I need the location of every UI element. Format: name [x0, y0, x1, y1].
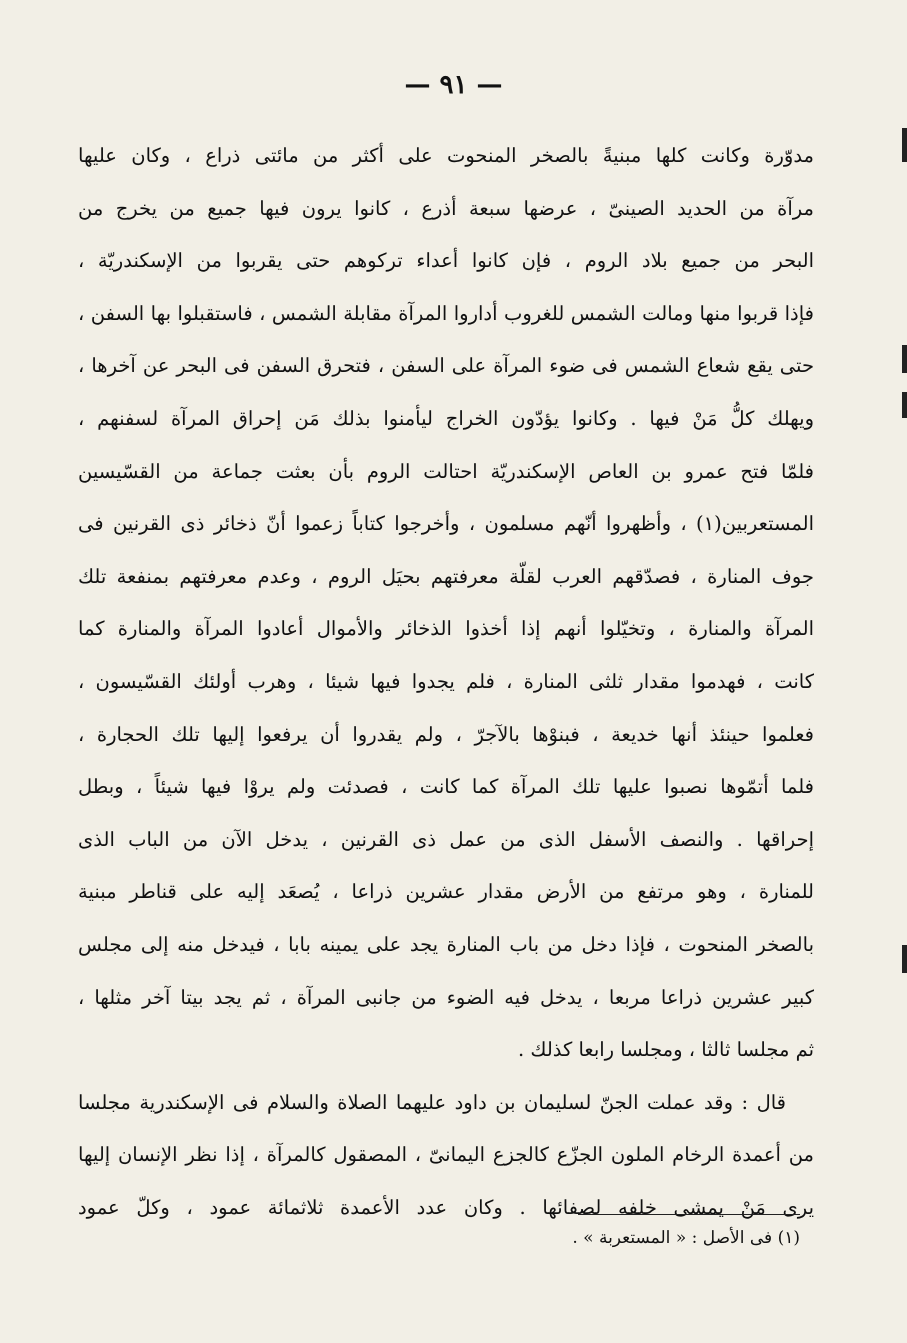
text-line: بالصخر المنحوت ، فإذا دخل من باب المنارة يجد على يمينه بابا ، فيدخل منه إلى مجلس [78, 932, 814, 956]
text-line: فعلموا حينئذ أنها خديعة ، فبنوْها بالآجرّ ، ولم يقدروا أن يرفعوا إليها تلك الحجارة ، [78, 722, 814, 746]
text-line: المستعربين(١) ، وأظهروا أنّهم مسلمون ، وأخرجوا كتاباً زعموا أنّ ذخائر ذى القرنين فى [78, 512, 814, 536]
edge-mark [902, 345, 907, 373]
text-line: ثم مجلسا ثالثا ، ومجلسا رابعا كذلك . [518, 1038, 814, 1062]
text-line: كبير عشرين ذراعا مربعا ، يدخل فيه الضوء من جانبى المرآة ، ثم يجد بيتا آخر مثلها ، [78, 985, 814, 1009]
text-line: حتى يقع شعاع الشمس فى ضوء المرآة على السفن ، فتحرق السفن فى البحر عن آخرها ، [78, 354, 814, 378]
text-line: البحر من جميع بلاد الروم ، فإن كانوا أعداء تركوهم حتى يقربوا من الإسكندريّة ، [78, 249, 814, 273]
text-line: يرى مَنْ يمشى خلفه لصفائها . وكان عدد الأعمدة ثلاثمائة عمود ، وكلّ عمود [78, 1195, 814, 1219]
edge-mark [902, 945, 907, 973]
text-line: فلما أتمّوها نصبوا عليها تلك المرآة كما كانت ، فصدئت ولم يروْا فيها شيئاً ، وبطل [78, 775, 814, 799]
body-text [78, 130, 814, 1234]
text-line: فلمّا فتح عمرو بن العاص الإسكندريّة احتالت الروم بأن بعثت جماعة من القسّيسين [78, 459, 814, 483]
text-line: فإذا قربوا منها ومالت الشمس للغروب أداروا المرآة مقابلة الشمس ، فاستقبلوا بها السفن ، [78, 301, 814, 325]
text-line: ويهلك كلُّ مَنْ فيها . وكانوا يؤدّون الخراج ليأمنوا بذلك مَن إحراق المرآة لسفنهم ، [78, 406, 814, 430]
text-line: للمنارة ، وهو مرتفع من الأرض مقدار عشرين ذراعا ، يُصعَد إليه على قناطر مبنية [78, 880, 814, 904]
text-line: من أعمدة الرخام الملون الجزّع كالجزع اليمانىّ ، المصقول كالمرآة ، إذا نظر الإنسان إليها [78, 1143, 814, 1167]
text-line: كانت ، فهدموا مقدار ثلثى المنارة ، فلم يجدوا فيها شيئا ، وهرب أولئك القسّيسون ، [78, 669, 814, 693]
text-line: المرآة والمنارة ، وتخيّلوا أنهم إذا أخذوا الذخائر والأموال أعادوا المرآة والمنارة كما [78, 617, 814, 641]
text-line: جوف المنارة ، فصدّقهم العرب لقلّة معرفتهم بحيَل الروم ، وعدم معرفتهم بمنفعة تلك [78, 564, 814, 588]
page-number: — ٩١ — [404, 70, 503, 100]
text-line: مرآة من الحديد الصينىّ ، عرضها سبعة أذرع ، كانوا يرون فيها جميع من يخرج من [78, 196, 814, 220]
footnote: (١) فى الأصل : « المستعربة » . [572, 1228, 800, 1248]
edge-mark [902, 392, 907, 418]
footnote-divider [578, 1214, 800, 1215]
edge-mark [902, 128, 907, 162]
text-line: إحراقها . والنصف الأسفل الذى من عمل ذى القرنين ، يدخل الآن من الباب الذى [78, 827, 814, 851]
text-line: مدوّرة وكانت كلها مبنيةً بالصخر المنحوت على أكثر من مائتى ذراع ، وكان عليها [78, 144, 814, 167]
text-line: قال : وقد عملت الجنّ لسليمان بن داود عليهما الصلاة والسلام فى الإسكندرية مجلسا [78, 1090, 786, 1114]
